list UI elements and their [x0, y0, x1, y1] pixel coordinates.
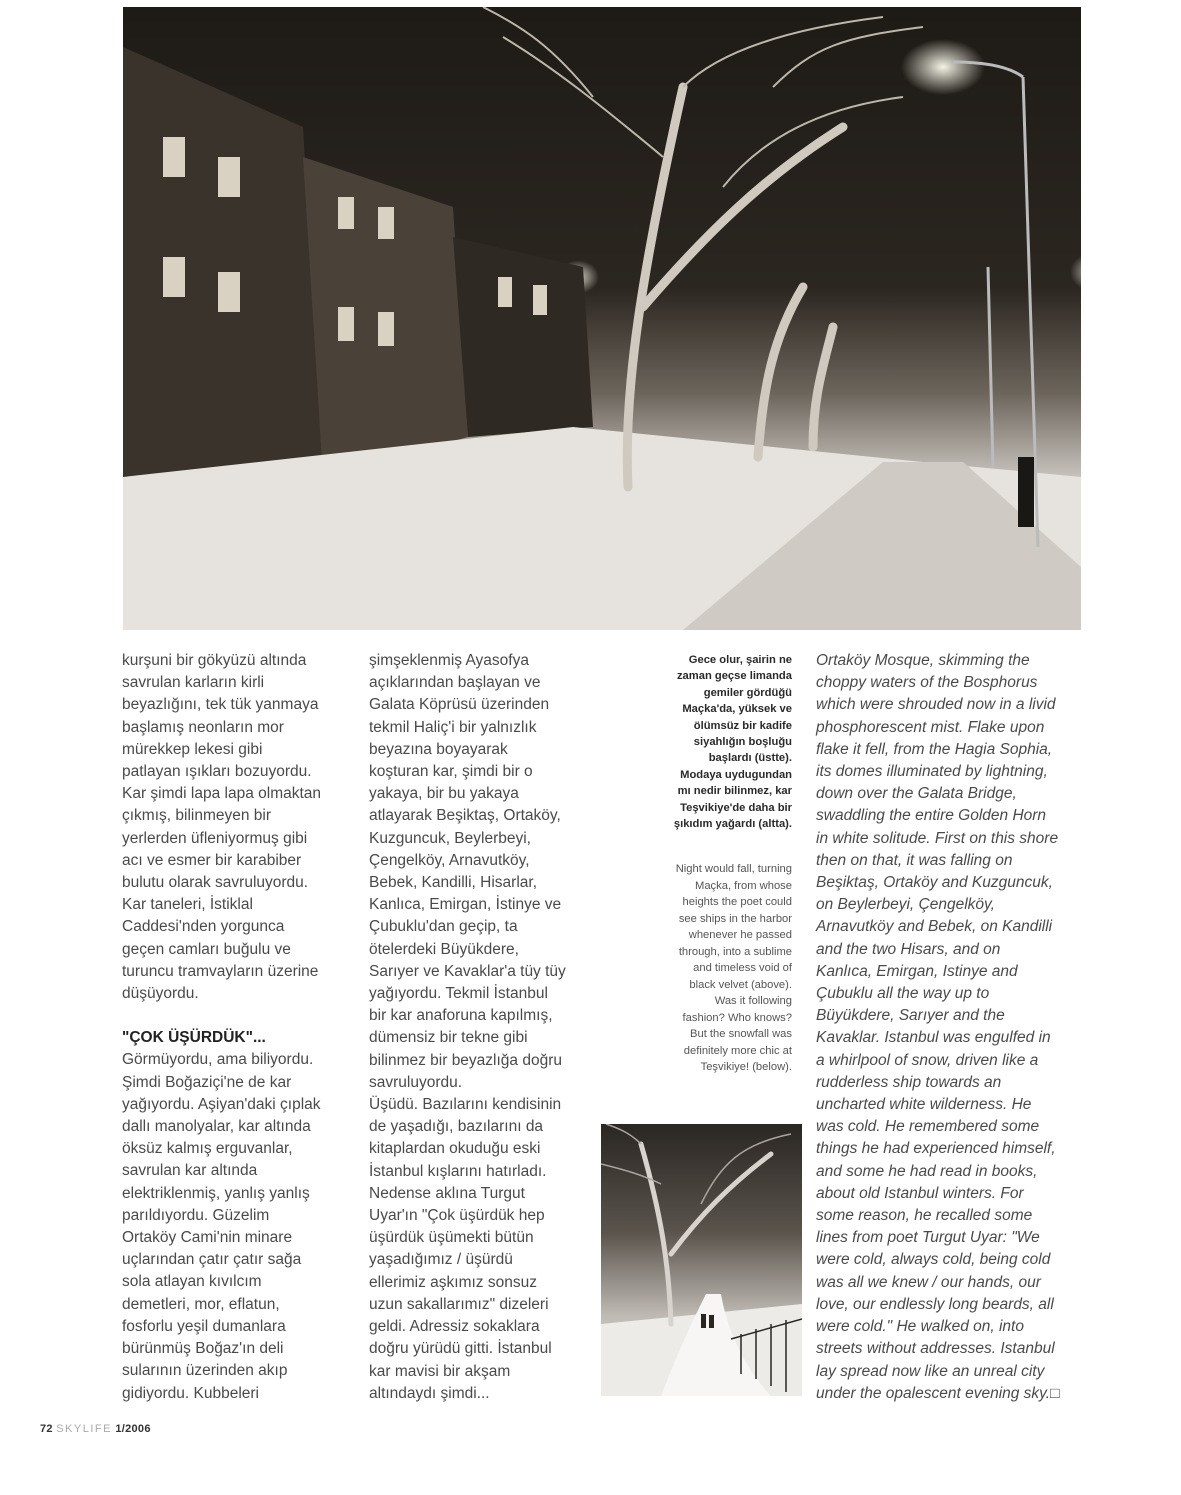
caption-english: Night would fall, turning Maçka, from whose heights the poet could see ships in the harbor whenever he passed through, into a sublime and timeless void of black velvet (above). Was it following fashion? Who knows? But the snowfall was definitely more chic at Teşvikiye! (below).	[675, 863, 792, 1073]
photo-illustration	[601, 1124, 802, 1396]
paragraph: kurşuni bir gökyüzü altında savrulan karların kirli beyazlığını, tek tük yanmaya başlamış neonların mor mürekkep lekesi gibi patlayan ışıkları bozuyordu. Kar şimdi lapa lapa olmaktan çıkmış, bilinmeyen bir yerlerden üfleniyormuş gibi acı ve esmer bir karabiber bulutu olarak savruluyordu. Kar taneleri, İstiklal Caddesi'nden yorgunca geçen camları buğulu ve turuncu tramvayların üzerine düşüyordu.	[122, 652, 322, 1003]
photo-illustration	[123, 7, 1081, 630]
snowy-path-photo	[601, 1124, 802, 1396]
magazine-name: SKYLIFE	[56, 1423, 112, 1435]
paragraph: Görmüyordu, ama biliyordu. Şimdi Boğaziçi'ne de kar yağıyordu. Aşiyan'daki çıplak dallı manolyalar, kar altında öksüz kalmış erguvanlar, savrulan kar altında elektriklenmiş, yanlış yanlış parıldıyordu. Güzelim Ortaköy Cami'nin minare uçlarından çatır çatır sağa sola atlayan kıvılcım demetleri, mor, eflatun, fosforlu yeşil dumanlara bürünmüş Boğaz'ın deli sularının üzerinden akıp gidiyordu. Kubbeleri	[122, 1051, 321, 1402]
page-number: 72	[40, 1423, 53, 1435]
end-mark: □	[1050, 1384, 1060, 1402]
issue-number: 1/2006	[115, 1423, 151, 1435]
paragraph	[816, 650, 1086, 1405]
section-subhead: "ÇOK ÜŞÜRDÜK"...	[122, 1029, 266, 1047]
paragraph: Üşüdü. Bazılarını kendisinin de yaşadığı, bazılarını da kitaplardan okuduğu eski İstanbul kışlarını hatırladı. Nedense aklına Turgut Uyar'ın "Çok üşürdük hep üşürdük üşümekti bütün yaşadığımız / üşürdü ellerimiz aşkımız sonsuz uzun sakallarımız" dizeleri geldi. Adressiz sokaklara doğru yürüdü gitti. İstanbul kar mavisi bir akşam altındaydı şimdi...	[369, 1096, 562, 1402]
paragraph: şimşeklenmiş Ayasofya açıklarından başlayan ve Galata Köprüsü üzerinden tekmil Haliç'i bir yalnızlık beyazına boyayarak koşturan kar, şimdi bir o yakaya, bir bu yakaya atlayarak Beşiktaş, Ortaköy, Kuzguncuk, Beylerbeyi, Çengelköy, Arnavutköy, Bebek, Kandilli, Hisarlar, Kanlıca, Emirgan, İstinye ve Çubuklu'dan geçip, ta ötelerdeki Büyükdere, Sarıyer ve Kavaklar'a tüy tüy yağıyordu. Tekmil İstanbul bir kar anaforuna kapılmış, dümensiz bir tekne gibi bilinmez bir beyazlığa doğru savruluyordu.	[369, 652, 566, 1091]
article-column-2	[369, 650, 594, 1405]
caption-turkish: Gece olur, şairin ne zaman geçse limanda gemiler gördüğü Maçka'da, yüksek ve ölümsüz bir kadife siyahlığın boşluğu başlardı (üstte). Modaya uydugundan mı nedir bilinmez, kar Teşvikiye'de daha bir şıkıdım yağardı (altta).	[673, 654, 792, 831]
snowy-street-night-photo	[123, 7, 1081, 630]
article-column-1	[122, 650, 352, 1405]
page-footer	[40, 1423, 151, 1435]
english-text: Ortaköy Mosque, skimming the choppy waters of the Bosphorus which were shrouded now in a livid phosphorescent mist. Flake upon flake it fell, from the Hagia Sophia, its domes illuminated by lightning, down over the Galata Bridge, swaddling the entire Golden Horn in white solitude. First on this shore then on that, it was falling on Beşiktaş, Ortaköy and Kuzguncuk, on Beylerbeyi, Çengelköy, Arnavutköy and Bebek, on Kandilli and the two Hisars, and on Kanlıca, Emirgan, Istinye and Çubuklu all the way up to Büyükdere, Sarıyer and the Kavaklar. Istanbul was engulfed in a whirlpool of snow, driven like a rudderless ship towards an uncharted white wilderness. He was cold. He remembered some things he had experienced himself, and some he had read in books, about old Istanbul winters. For some reason, he recalled some lines from poet Turgut Uyar: "We were cold, always cold, being cold was all we knew / our hands, our love, our endlessly long beards, all were cold." He walked on, into streets without addresses. Istanbul lay spread now like an unreal city under the opalescent evening sky.	[816, 652, 1059, 1402]
article-column-english	[816, 650, 1086, 1405]
